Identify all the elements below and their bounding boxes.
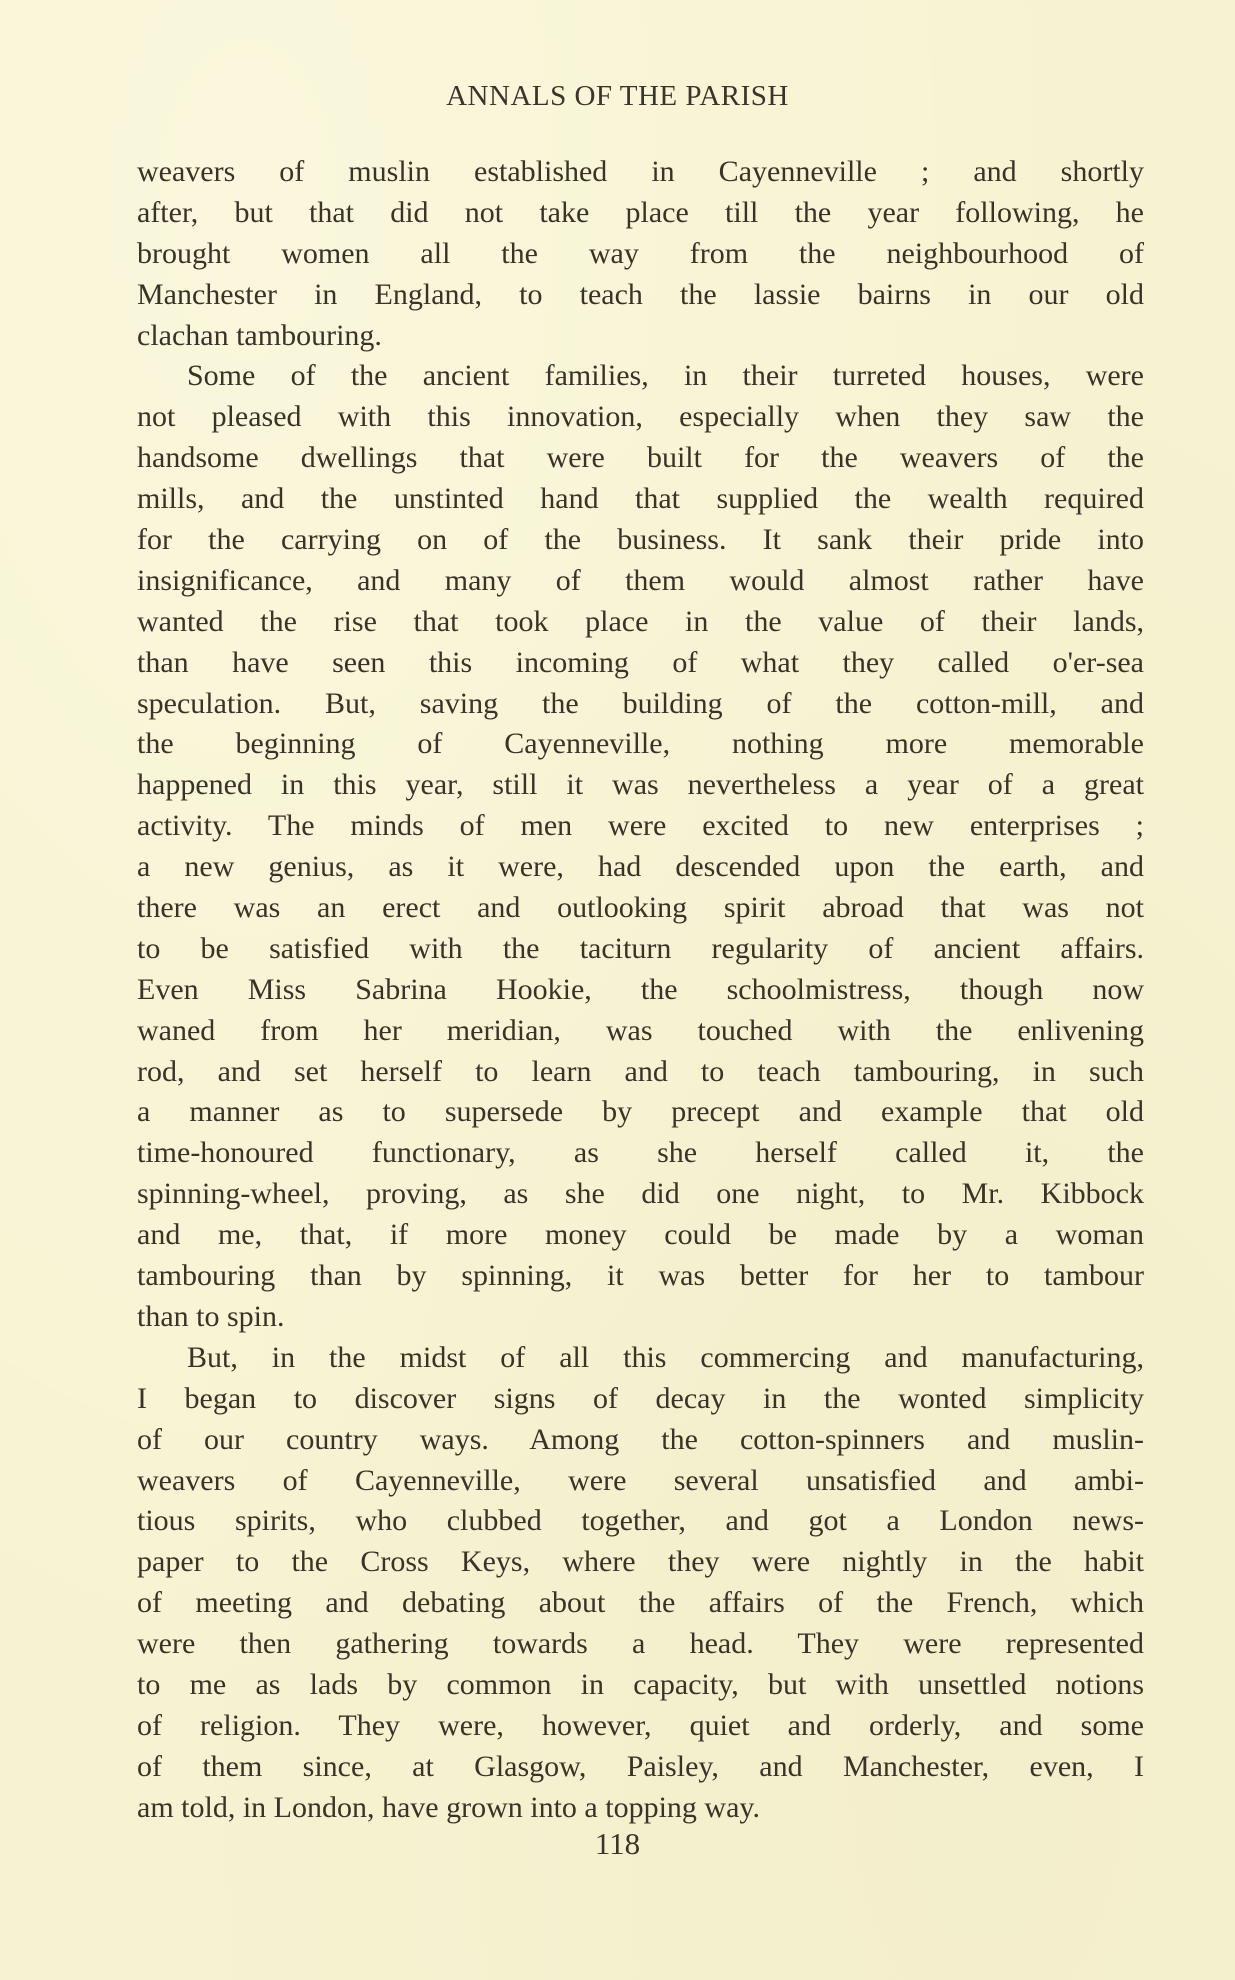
text-line: and me, that, if more money could be made by a woman bbox=[137, 1218, 1144, 1252]
text-line: I began to discover signs of decay in the wonted simplicity bbox=[137, 1381, 1144, 1415]
text-line: am told, in London, have grown into a topping way. bbox=[137, 1790, 760, 1824]
body-text bbox=[137, 152, 1144, 1829]
text-line: there was an erect and outlooking spirit abroad that was not bbox=[137, 891, 1144, 925]
text-line: wanted the rise that took place in the value of their lands, bbox=[137, 604, 1144, 638]
text-line: Some of the ancient families, in their turreted houses, were bbox=[187, 359, 1144, 393]
text-line: of our country ways. Among the cotton-spinners and muslin- bbox=[137, 1422, 1144, 1456]
text-line: rod, and set herself to learn and to teach tambouring, in such bbox=[137, 1054, 1144, 1088]
text-line: Manchester in England, to teach the lassie bairns in our old bbox=[137, 277, 1144, 311]
text-line: brought women all the way from the neighbourhood of bbox=[137, 236, 1144, 270]
text-line: a manner as to supersede by precept and example that old bbox=[137, 1095, 1144, 1129]
text-line: But, in the midst of all this commercing and manufacturing, bbox=[187, 1340, 1144, 1374]
running-head: ANNALS OF THE PARISH bbox=[446, 80, 789, 112]
text-line: a new genius, as it were, had descended upon the earth, and bbox=[137, 850, 1144, 884]
text-line: waned from her meridian, was touched with the enlivening bbox=[137, 1013, 1144, 1047]
text-line: of meeting and debating about the affairs of the French, which bbox=[137, 1586, 1144, 1620]
text-line: not pleased with this innovation, especially when they saw the bbox=[137, 400, 1144, 434]
text-line: tambouring than by spinning, it was better for her to tambour bbox=[137, 1259, 1144, 1293]
text-line: were then gathering towards a head. They were represented bbox=[137, 1627, 1144, 1661]
text-line: activity. The minds of men were excited to new enterprises ; bbox=[137, 809, 1144, 843]
text-line: after, but that did not take place till the year following, he bbox=[137, 195, 1144, 229]
text-line: tious spirits, who clubbed together, and got a London news- bbox=[137, 1504, 1144, 1538]
text-line: of them since, at Glasgow, Paisley, and Manchester, even, I bbox=[137, 1749, 1144, 1783]
text-line: than have seen this incoming of what they called o'er-sea bbox=[137, 645, 1144, 679]
text-line: for the carrying on of the business. It sank their pride into bbox=[137, 523, 1144, 557]
text-line: clachan tambouring. bbox=[137, 318, 382, 352]
paragraph bbox=[137, 356, 1144, 1337]
text-line: paper to the Cross Keys, where they were nightly in the habit bbox=[137, 1545, 1144, 1579]
text-line: insignificance, and many of them would almost rather have bbox=[137, 563, 1144, 597]
text-line: mills, and the unstinted hand that supplied the wealth required bbox=[137, 482, 1144, 516]
text-line: to be satisfied with the taciturn regularity of ancient affairs. bbox=[137, 931, 1144, 965]
text-line: than to spin. bbox=[137, 1299, 285, 1333]
text-line: happened in this year, still it was nevertheless a year of a great bbox=[137, 768, 1144, 802]
text-line: Even Miss Sabrina Hookie, the schoolmistress, though now bbox=[137, 972, 1144, 1006]
text-line: spinning-wheel, proving, as she did one night, to Mr. Kibbock bbox=[137, 1177, 1144, 1211]
page-number: 118 bbox=[594, 1826, 641, 1861]
text-line: to me as lads by common in capacity, but with unsettled notions bbox=[137, 1667, 1144, 1701]
text-line: the beginning of Cayenneville, nothing more memorable bbox=[137, 727, 1144, 761]
text-line: time-honoured functionary, as she herself called it, the bbox=[137, 1136, 1144, 1170]
text-line: speculation. But, saving the building of the cotton-mill, and bbox=[137, 686, 1144, 720]
paragraph bbox=[137, 152, 1144, 356]
text-line: weavers of muslin established in Cayenneville ; and shortly bbox=[137, 155, 1144, 188]
text-line: handsome dwellings that were built for the weavers of the bbox=[137, 441, 1144, 475]
text-line: weavers of Cayenneville, were several unsatisfied and ambi- bbox=[137, 1463, 1144, 1497]
text-line: of religion. They were, however, quiet and orderly, and some bbox=[137, 1708, 1144, 1742]
paragraph bbox=[137, 1338, 1144, 1829]
